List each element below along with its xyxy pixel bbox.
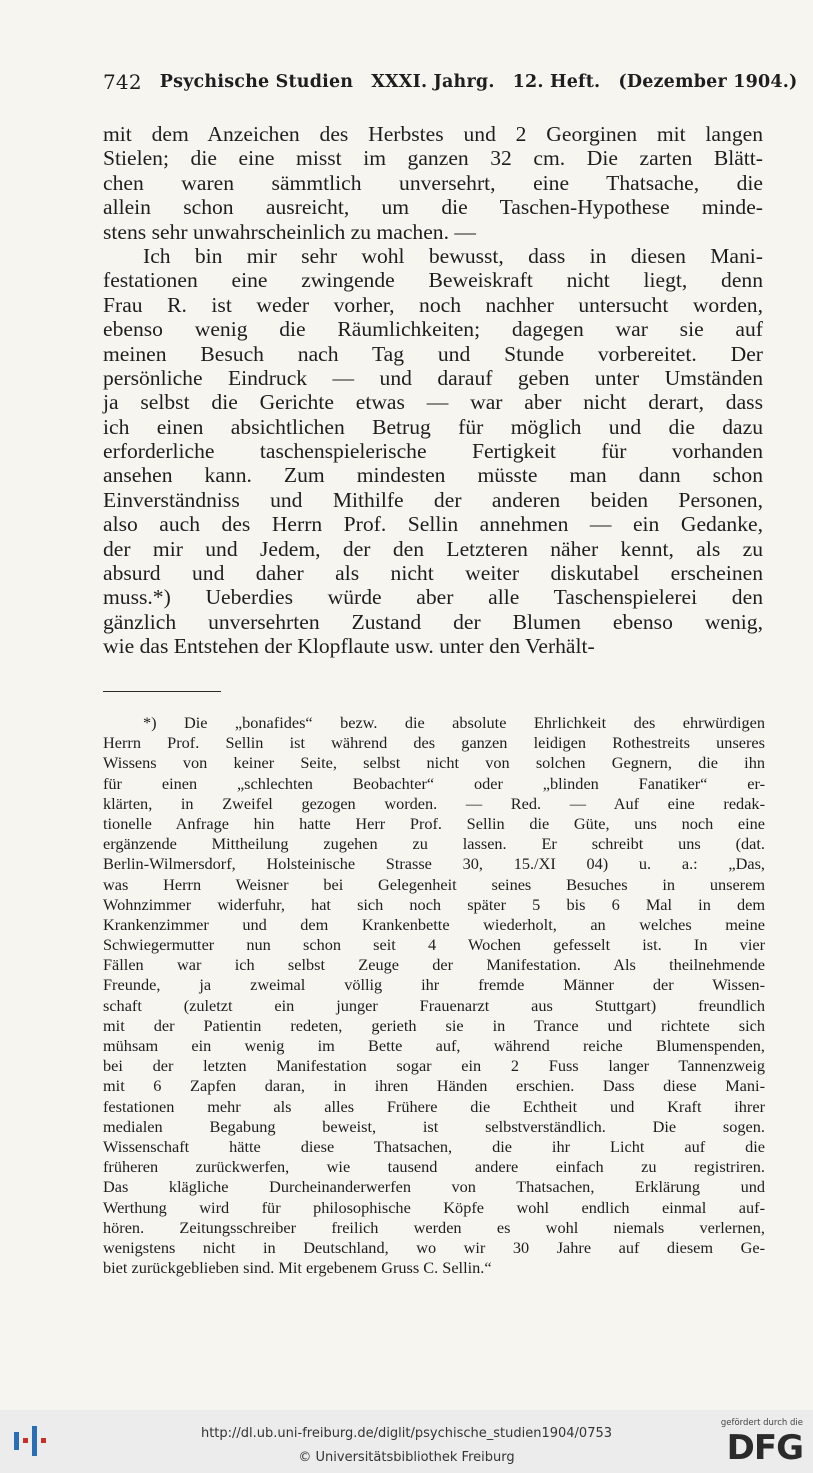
text-line: Frau R. ist weder vorher, noch nachher untersucht worden, [103,292,763,317]
footnote-line: Krankenzimmer und dem Krankenbette wiederholt, an welches meine [103,914,765,934]
text-line: festationen eine zwingende Beweiskraft nicht liegt, denn [103,268,763,293]
text-line: muss.*) Ueberdies würde aber alle Taschenspielerei den [103,585,763,610]
footnote-line: Berlin-Wilmersdorf, Holsteinische Strasse 30, 15./XI 04) u. a.: „Das, [103,854,765,874]
footnote-line: was Herrn Weisner bei Gelegenheit seines Besuches in unserem [103,874,765,894]
footnote-line: Wissens von keiner Seite, selbst nicht von solchen Gegnern, die ihn [103,753,765,773]
text-line: stens sehr unwahrscheinlich zu machen. — [103,219,476,244]
issue-label: 12. Heft. [512,72,601,92]
footnote-line: für einen „schlechten Beobachter“ oder „blinden Fanatiker“ er- [103,773,765,793]
text-line: also auch des Herrn Prof. Sellin annehmen — ein Gedanke, [103,512,763,537]
footnote-line: schaft (zuletzt ein junger Frauenarzt aus Stuttgart) freundlich [103,995,765,1015]
issue-date: (Dezember 1904.) [618,72,798,92]
copyright-notice: © Universitätsbibliothek Freiburg [298,1450,515,1465]
footnote-line: Fällen war ich selbst Zeuge der Manifestation. Als theilnehmende [103,955,765,975]
permalink-url[interactable]: http://dl.ub.uni-freiburg.de/diglit/psychische_studien1904/0753 [200,1426,613,1441]
footnote-line: Werthung wird für philosophische Köpfe wohl endlich einmal auf- [103,1197,765,1217]
footnote-line: biet zurückgeblieben sind. Mit ergebenem Gruss C. Sellin.“ [103,1258,492,1278]
funding-note: gefördert durch die [720,1418,803,1428]
text-line: der mir und Jedem, der den Letzteren näher kennt, als zu [103,536,763,561]
text-line: allein schon ausreicht, um die Taschen-Hypothese minde- [103,195,763,220]
main-text [103,122,763,659]
text-line: ja selbst die Gerichte etwas — war aber nicht derart, dass [103,390,763,415]
viewer-footer [0,1410,813,1473]
journal-title: Psychische Studien [159,72,354,92]
footnote-line: Wissenschaft hätte diese Thatsachen, die ihr Licht auf die [103,1136,765,1156]
text-line: meinen Besuch nach Tag und Stunde vorbereitet. Der [103,341,763,366]
text-line: Einverständniss und Mithilfe der anderen beiden Personen, [103,487,763,512]
footnote-line: Das klägliche Durcheinanderwerfen von Thatsachen, Erklärung und [103,1177,765,1197]
footnote [103,713,765,1278]
running-header [103,70,798,94]
text-line: persönliche Eindruck — und darauf geben unter Umständen [103,365,763,390]
footnote-line: mühsam ein wenig im Bette auf, während reiche Blumenspenden, [103,1036,765,1055]
footnote-line: Freunde, ja zweimal völlig ihr fremde Männer der Wissen- [103,975,765,995]
text-line: gänzlich unversehrten Zustand der Blumen ebenso wenig, [103,609,763,634]
footnote-divider [103,691,221,692]
footnote-line: Schwiegermutter nun schon seit 4 Wochen gefesselt ist. In vier [103,935,765,955]
page-number: 742 [103,70,142,94]
text-line: Stielen; die eine misst im ganzen 32 cm. Die zarten Blätt- [103,146,763,171]
footnote-line: ergänzende Mittheilung zugehen zu lassen. Er schreibt uns (dat. [103,834,765,854]
footnote-line: tionelle Anfrage hin hatte Herr Prof. Sellin die Güte, uns noch eine [103,813,765,833]
footnote-line: Wohnzimmer widerfuhr, hat sich noch später 5 bis 6 Mal in dem [103,894,765,914]
text-line: erforderliche taschenspielerische Fertigkeit für vorhanden [103,439,763,464]
footnote-line: früheren zurückwerfen, wie tausend andere einfach zu registriren. [103,1157,765,1177]
dfg-logo[interactable]: DFG [726,1428,803,1468]
text-line: mit dem Anzeichen des Herbstes und 2 Georginen mit langen [103,122,763,146]
text-line: ich einen absichtlichen Betrug für möglich und die dazu [103,414,763,439]
text-line: Ich bin mir sehr wohl bewusst, dass in diesen Mani- [143,243,763,268]
text-line: absurd und daher als nicht weiter diskutabel erscheinen [103,561,763,586]
footnote-line: wenigstens nicht in Deutschland, wo wir 30 Jahre auf diesem Ge- [103,1237,765,1257]
footnote-line: bei der letzten Manifestation sogar ein 2 Fuss langer Tannenzweig [103,1056,765,1076]
footnote-line: Herrn Prof. Sellin ist während des ganzen leidigen Rothestreits unseres [103,733,765,753]
text-line: ebenso wenig die Räumlichkeiten; dagegen war sie auf [103,317,763,342]
footnote-line: mit 6 Zapfen daran, in ihren Händen erschien. Dass diese Mani- [103,1076,765,1096]
text-line: wie das Entstehen der Klopflaute usw. unter den Verhält- [103,634,595,659]
text-line: ansehen kann. Zum mindesten müsste man dann schon [103,463,763,488]
footnote-line: festationen mehr als alles Frühere die Echtheit und Kraft ihrer [103,1096,765,1116]
footnote-line: hören. Zeitungsschreiber freilich werden es wohl niemals verlernen, [103,1217,765,1237]
footnote-line: *) Die „bonafides“ bezw. die absolute Ehrlichkeit des ehrwürdigen [143,713,765,732]
volume-label: XXXI. Jahrg. [371,72,495,92]
footnote-line: klärten, in Zweifel gezogen worden. — Red. — Auf eine redak- [103,793,765,813]
footnote-line: medialen Begabung beweist, ist selbstverständlich. Die sogen. [103,1116,765,1136]
footnote-line: mit der Patientin redeten, gerieth sie in Trance und richtete sich [103,1015,765,1035]
text-line: chen waren sämmtlich unversehrt, eine Thatsache, die [103,170,763,195]
